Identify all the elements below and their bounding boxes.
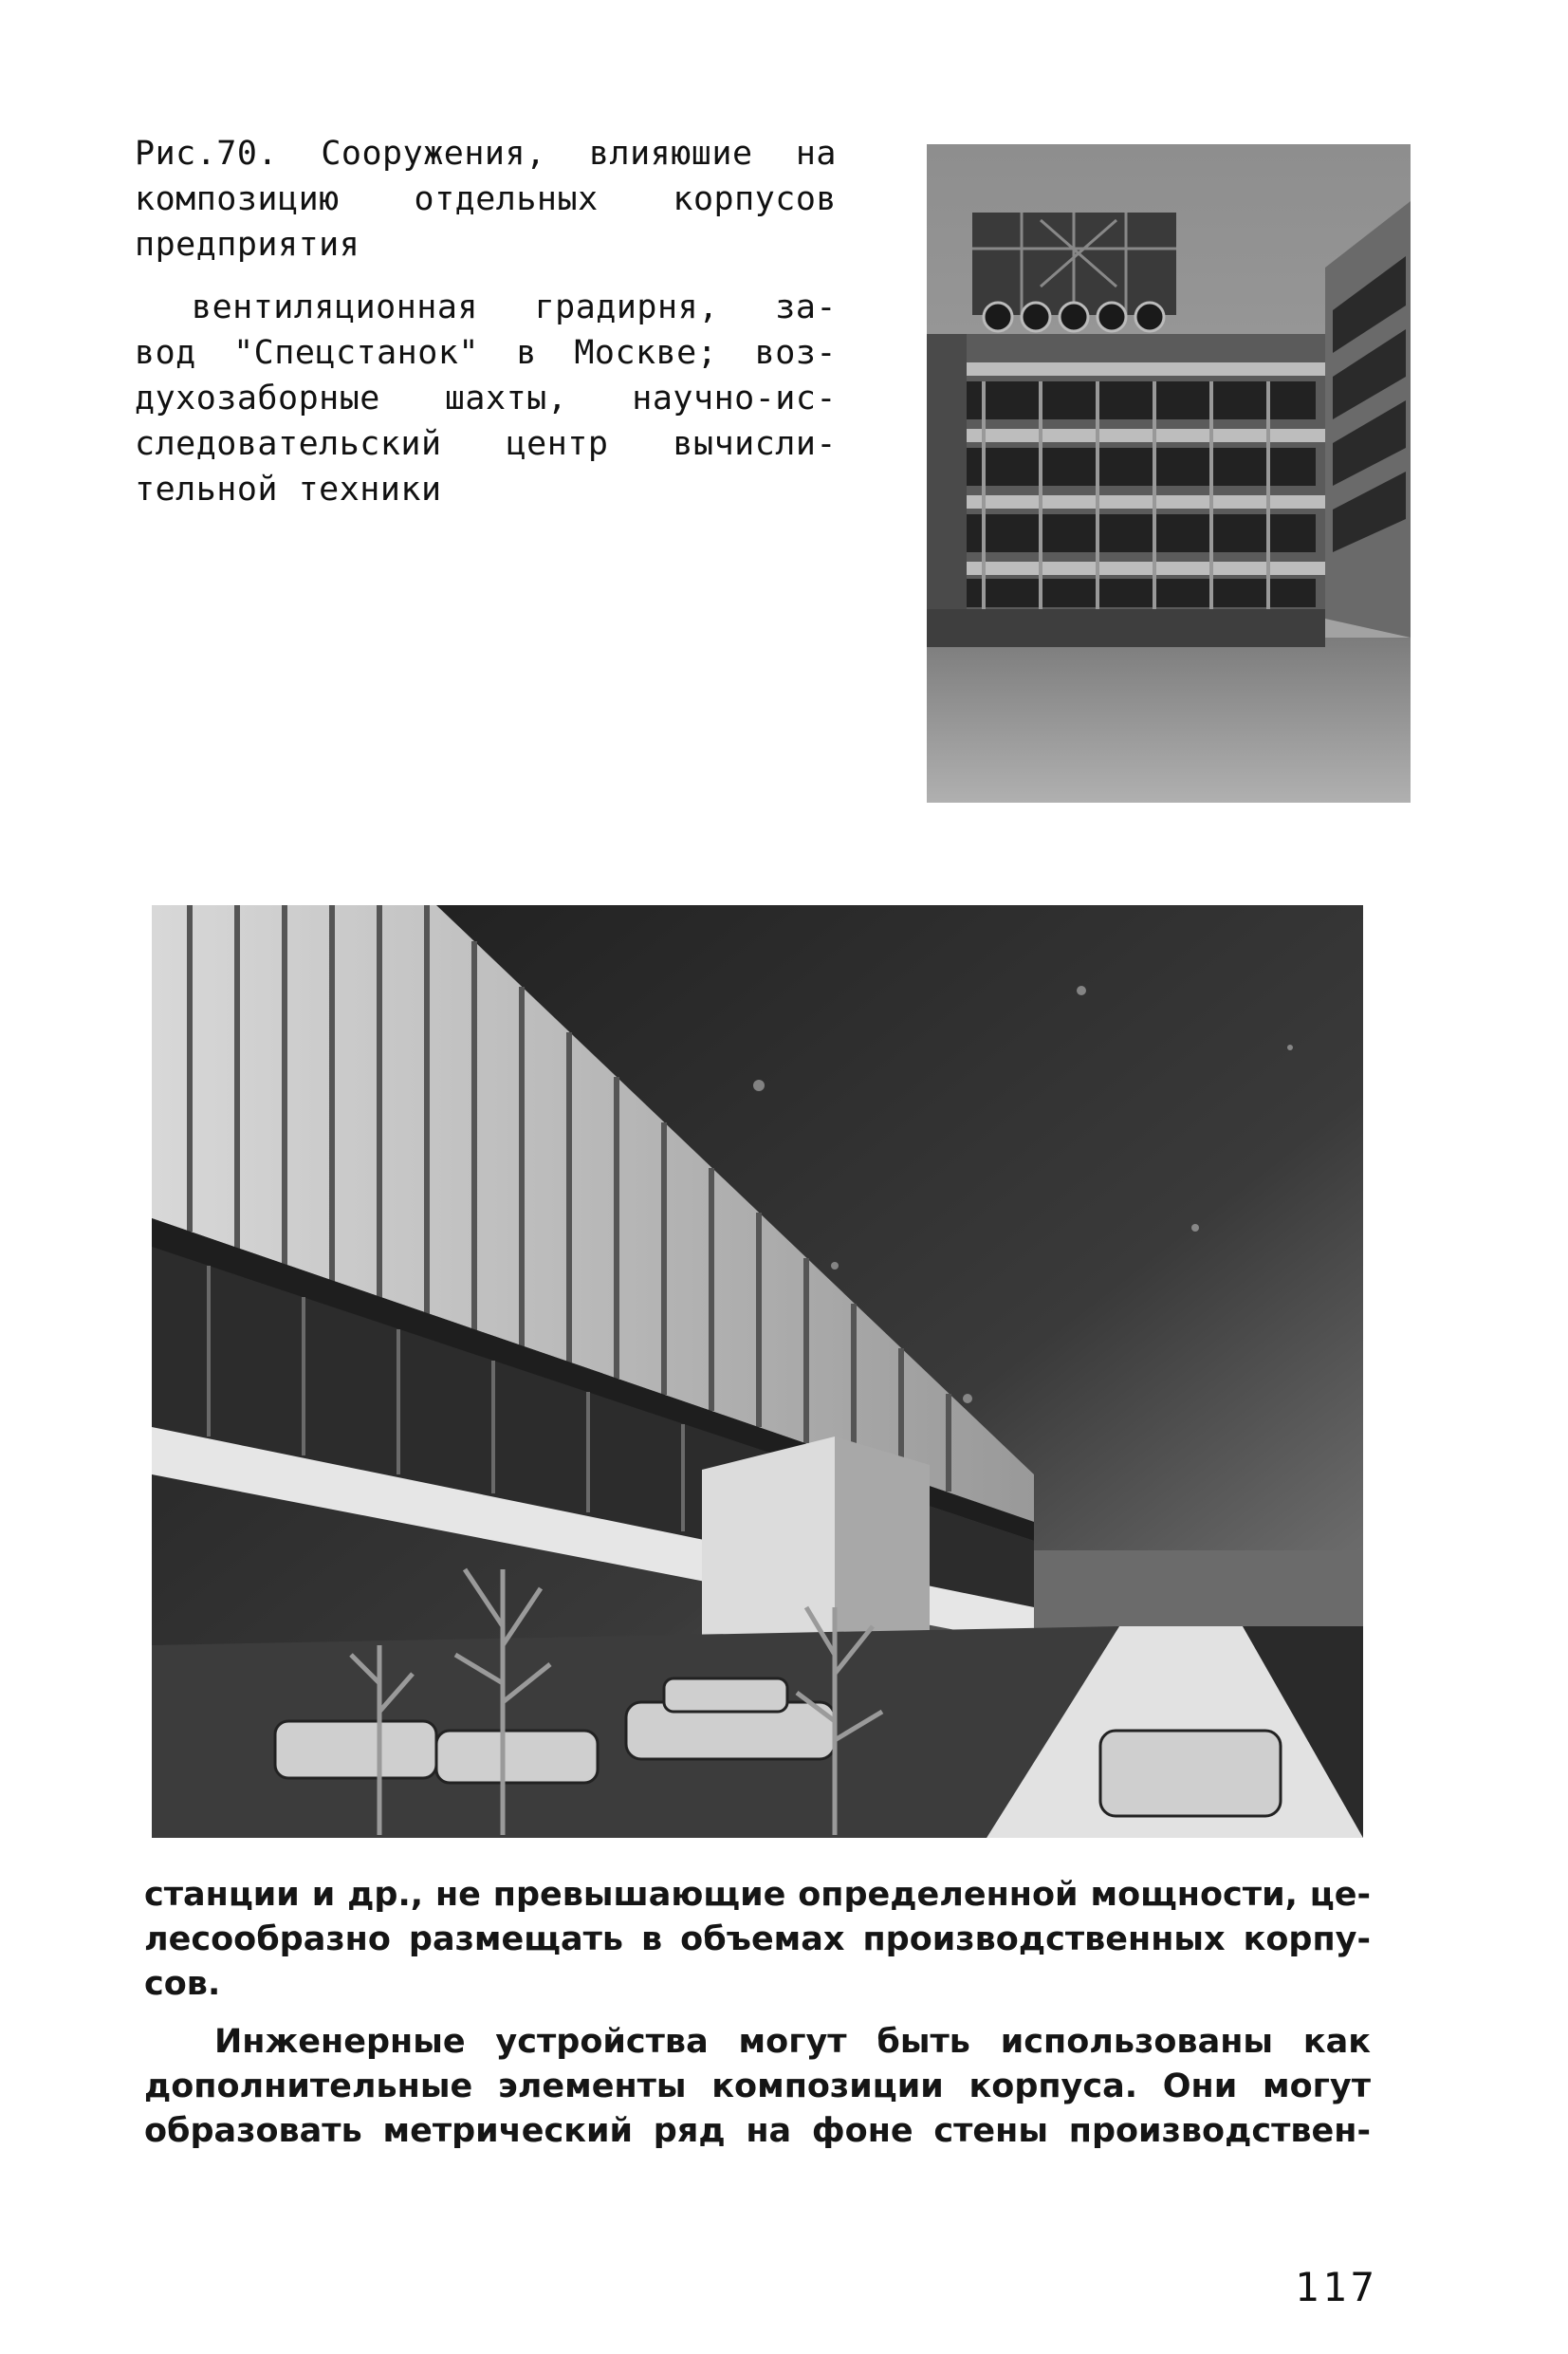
body-text <box>144 1873 1371 2154</box>
page-number: 117 <box>1295 2264 1378 2310</box>
caption-desc-line-4: следовательский центр вычисли- <box>135 425 837 463</box>
industrial-building-facade-photo <box>152 905 1363 1838</box>
industrial-building-illustration <box>152 905 1363 1838</box>
paragraph-2-line-3: образовать метрический ряд на фоне стены производствен- <box>144 2112 1371 2150</box>
caption-title-line-1: Рис.70. Сооружения, влияюшие на <box>135 135 837 173</box>
cooling-tower-building-illustration <box>927 144 1411 803</box>
cooling-tower-building-photo <box>927 144 1411 803</box>
caption-desc-line-3: духозаборные шахты, научно-ис- <box>135 380 837 417</box>
caption-desc-line-1: вентиляционная градирня, за- <box>192 288 837 326</box>
paragraph-1-line-3: сов. <box>144 1965 221 2003</box>
caption-title-line-3: предприятия <box>135 226 360 264</box>
paragraph-1-line-1: станции и др., не превышающие определенной мощности, це- <box>144 1876 1371 1914</box>
caption-desc-line-2: вод "Спецстанок" в Москве; воз- <box>135 334 837 372</box>
paragraph-2-line-2: дополнительные элементы композиции корпуса. Они могут <box>144 2067 1371 2105</box>
caption-description <box>135 285 837 512</box>
paragraph-2-line-1: Инженерные устройства могут быть использованы как <box>214 2023 1371 2061</box>
caption-title-line-2: композицию отдельных корпусов <box>135 180 837 218</box>
paragraph-1-line-2: лесообразно размещать в объемах производственных корпу- <box>144 1920 1371 1958</box>
figure-caption <box>135 131 837 512</box>
caption-desc-line-5: тельной техники <box>135 471 442 509</box>
